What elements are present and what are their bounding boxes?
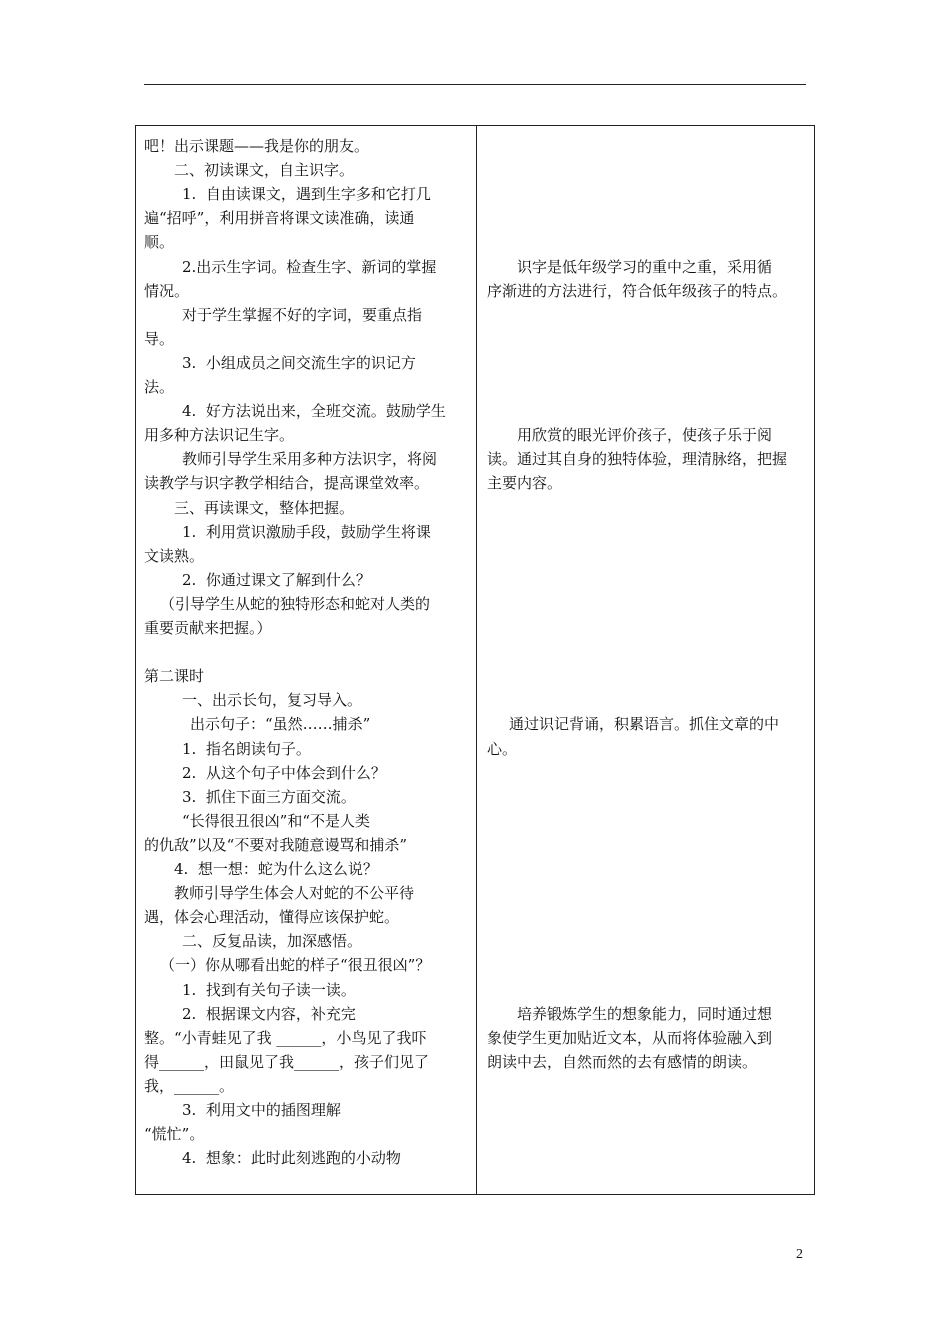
process-line: “慌忙”。 xyxy=(144,1125,205,1144)
header-rule xyxy=(144,84,806,85)
process-line: 出示句子：“虽然……捕杀” xyxy=(190,715,371,734)
process-line: 1. 找到有关句子读一读。 xyxy=(182,980,356,999)
intent-line: 象使学生更加贴近文本，从而将体验融入到 xyxy=(487,1028,773,1047)
process-line: 教师引导学生采用多种方法识字，将阅 xyxy=(182,450,438,469)
process-line: 吧！出示课题——我是你的朋友。 xyxy=(144,137,370,155)
process-line: （一）你从哪看出蛇的样子“很丑很凶”？ xyxy=(160,956,431,975)
intent-line: 通过识记背诵，积累语言。抓住文章的中 xyxy=(509,715,780,734)
process-line: 1. 自由读课文，遇到生字多和它打几 xyxy=(182,185,431,204)
process-line: 遇，体会心理活动，懂得应该保护蛇。 xyxy=(144,908,400,927)
process-line: 3. 抓住下面三方面交流。 xyxy=(182,787,356,806)
process-line: 4. 想一想：蛇为什么这么说？ xyxy=(174,860,378,878)
intent-line: 心。 xyxy=(487,739,518,758)
process-line: 4. 好方法说出来，全班交流。鼓励学生 xyxy=(182,402,446,421)
intent-line: 培养锻炼学生的想象能力，同时通过想 xyxy=(517,1004,773,1023)
intent-line: 读。通过其自身的独特体验，理清脉络，把握 xyxy=(487,450,788,469)
process-line: 2. 你通过课文了解到什么？ xyxy=(182,570,371,589)
process-line: 导。 xyxy=(144,329,175,348)
process-line: 对于学生掌握不好的字词，要重点指 xyxy=(182,305,423,324)
process-line: 得______，田鼠见了我______，孩子们见了 xyxy=(144,1052,430,1071)
lesson-plan-table xyxy=(135,125,815,1195)
process-line: 2. 根据课文内容，补充完 xyxy=(182,1004,356,1023)
process-line: 3. 利用文中的插图理解 xyxy=(182,1101,341,1119)
process-line: 一、出示长句，复习导入。 xyxy=(182,691,363,710)
process-line: 4. 想象：此时此刻逃跑的小动物 xyxy=(182,1149,401,1168)
process-line: 教师引导学生体会人对蛇的不公平待 xyxy=(174,884,415,903)
process-line: 整。“小青蛙见了我 ______，小鸟见了我吓 xyxy=(144,1028,427,1047)
page-number: 2 xyxy=(796,1247,803,1262)
process-line: 二、反复品读，加深感悟。 xyxy=(182,932,363,951)
intent-line: 朗读中去，自然而然的去有感情的朗读。 xyxy=(487,1052,758,1071)
intent-line: 主要内容。 xyxy=(487,474,563,493)
process-line: 1. 利用赏识激励手段，鼓励学生将课 xyxy=(182,522,431,541)
process-line: 2. 从这个句子中体会到什么？ xyxy=(182,763,386,782)
process-line: “长得很丑很凶”和“不是人类 xyxy=(182,811,371,830)
process-line: 顺。 xyxy=(144,233,175,252)
process-line: 情况。 xyxy=(144,281,190,300)
intent-line: 识字是低年级学习的重中之重，采用循 xyxy=(517,257,773,276)
process-line: 三、再读课文，整体把握。 xyxy=(174,498,355,517)
process-line: 我，______。 xyxy=(144,1076,235,1095)
process-line: 用多种方法识记生字。 xyxy=(144,426,295,445)
process-line: 2.出示生字词。检查生字、新词的掌握 xyxy=(182,257,437,276)
process-line: 二、初读课文，自主识字。 xyxy=(174,161,355,180)
process-line: 3. 小组成员之间交流生字的识记方 xyxy=(182,353,416,372)
process-line: 1. 指名朗读句子。 xyxy=(182,739,311,758)
process-line: 第二课时 xyxy=(144,667,205,686)
process-line: （引导学生从蛇的独特形态和蛇对人类的 xyxy=(160,594,431,613)
process-line: 法。 xyxy=(144,378,175,396)
column-divider xyxy=(476,126,477,1194)
process-line: 文读熟。 xyxy=(144,546,205,565)
process-line: 读教学与识字教学相结合，提高课堂效率。 xyxy=(144,474,430,493)
process-line: 的仇敌”以及“不要对我随意谩骂和捕杀” xyxy=(144,835,408,854)
intent-line: 序渐进的方法进行，符合低年级孩子的特点。 xyxy=(487,281,788,300)
process-line: 重要贡献来把握。） xyxy=(144,619,272,637)
intent-line: 用欣赏的眼光评价孩子，使孩子乐于阅 xyxy=(517,426,773,445)
process-line: 遍“招呼”，利用拼音将课文读准确，读通 xyxy=(144,209,415,228)
